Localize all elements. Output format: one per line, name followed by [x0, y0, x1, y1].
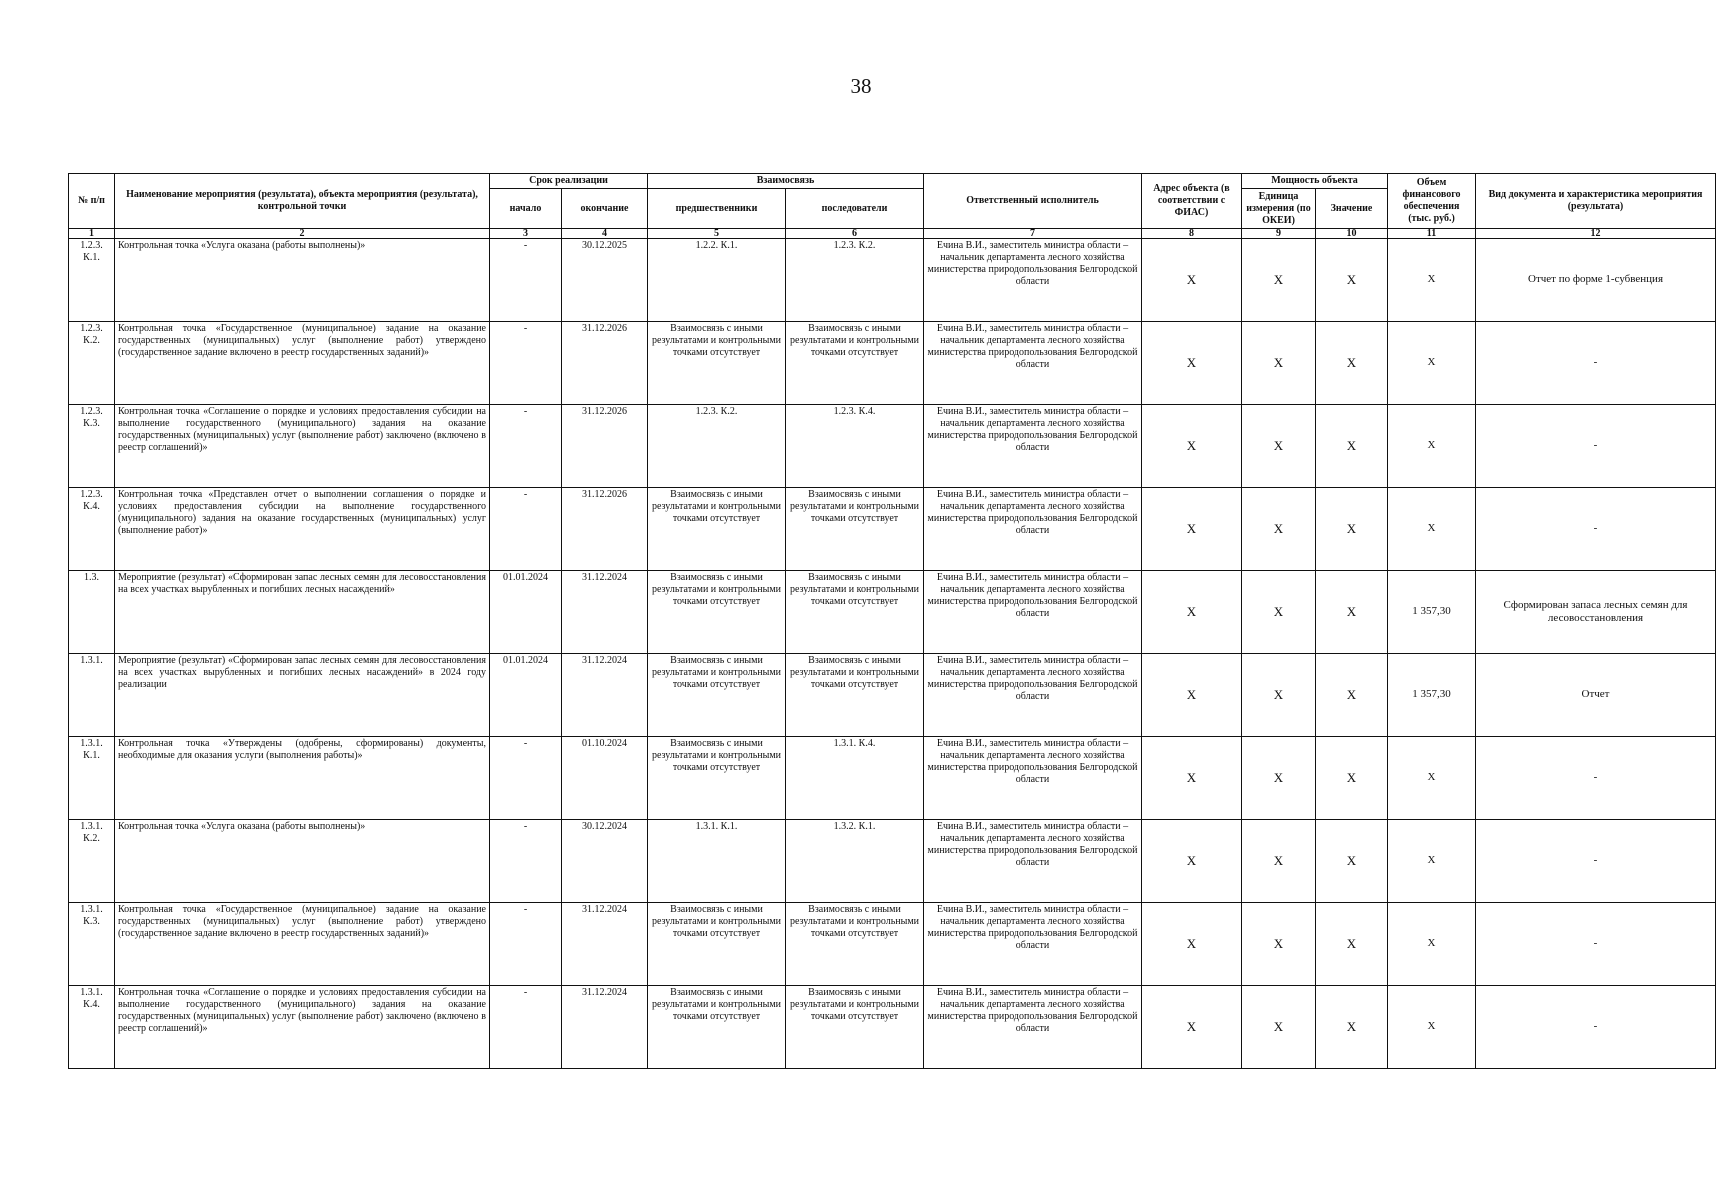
- table-row: [69, 571, 1716, 654]
- header-row-top: [69, 174, 1716, 189]
- row-name: Контрольная точка «Соглашение о порядке и условиях предоставления субсидии на выполнение государственного (муниципального) задания на оказание государственных (муниципальных) услуг (выполнение работ) заключено (включено в реестр соглашений)»: [115, 986, 490, 1069]
- row-predecessors: 1.3.1. К.1.: [648, 820, 786, 903]
- row-name: Контрольная точка «Государственное (муниципальное) задание на оказание государственных (муниципальных) услуг (выполнение работ) утверждено (государственное задание включено в реестр государственных заданий)»: [115, 322, 490, 405]
- row-responsible: Ечина В.И., заместитель министра области – начальник департамента лесного хозяйства министерства природопользования Белгородской области: [924, 654, 1142, 737]
- row-predecessors: Взаимосвязь с иными результатами и контрольными точками отсутствует: [648, 903, 786, 986]
- row-document: Сформирован запаса лесных семян для лесовосстановления: [1476, 571, 1716, 654]
- row-successors: Взаимосвязь с иными результатами и контрольными точками отсутствует: [786, 322, 924, 405]
- row-name: Контрольная точка «Соглашение о порядке и условиях предоставления субсидии на выполнение государственного (муниципального) задания на оказание государственных (муниципальных) услуг (выполнение работ) заключено (включено в реестр соглашений)»: [115, 405, 490, 488]
- col-number: 6: [786, 229, 924, 239]
- row-responsible: Ечина В.И., заместитель министра области – начальник департамента лесного хозяйства министерства природопользования Белгородской области: [924, 737, 1142, 820]
- header-finance: Объем финансового обеспечения (тыс. руб.): [1388, 174, 1476, 229]
- row-successors: Взаимосвязь с иными результатами и контрольными точками отсутствует: [786, 903, 924, 986]
- row-value: X: [1316, 820, 1388, 903]
- table-row: [69, 654, 1716, 737]
- table-row: [69, 322, 1716, 405]
- row-value: X: [1316, 239, 1388, 322]
- row-value: X: [1316, 654, 1388, 737]
- row-start-date: 01.01.2024: [490, 654, 562, 737]
- row-value: X: [1316, 322, 1388, 405]
- row-successors: Взаимосвязь с иными результатами и контрольными точками отсутствует: [786, 654, 924, 737]
- header-relation: Взаимосвязь: [648, 174, 924, 189]
- header-capacity: Мощность объекта: [1242, 174, 1388, 189]
- header-successors: последователи: [786, 189, 924, 229]
- row-finance: X: [1388, 986, 1476, 1069]
- table-row: [69, 737, 1716, 820]
- row-finance: X: [1388, 322, 1476, 405]
- header-address: Адрес объекта (в соответствии с ФИАС): [1142, 174, 1242, 229]
- row-end-date: 31.12.2026: [562, 322, 648, 405]
- row-number: 1.2.3. К.3.: [69, 405, 115, 488]
- row-number: 1.2.3. К.4.: [69, 488, 115, 571]
- row-successors: 1.3.1. К.4.: [786, 737, 924, 820]
- header-name: Наименование мероприятия (результата), объекта мероприятия (результата), контрольной точки: [115, 174, 490, 229]
- row-successors: Взаимосвязь с иными результатами и контрольными точками отсутствует: [786, 488, 924, 571]
- row-start-date: -: [490, 820, 562, 903]
- row-start-date: -: [490, 488, 562, 571]
- row-name: Мероприятие (результат) «Сформирован запас лесных семян для лесовосстановления на всех участках вырубленных и погибших лесных насаждений»: [115, 571, 490, 654]
- row-value: X: [1316, 571, 1388, 654]
- row-finance: X: [1388, 903, 1476, 986]
- row-document: Отчет: [1476, 654, 1716, 737]
- row-finance: X: [1388, 405, 1476, 488]
- header-doc: Вид документа и характеристика мероприятия (результата): [1476, 174, 1716, 229]
- row-unit: X: [1242, 654, 1316, 737]
- row-successors: 1.3.2. К.1.: [786, 820, 924, 903]
- row-number: 1.3.1. К.1.: [69, 737, 115, 820]
- row-end-date: 31.12.2024: [562, 654, 648, 737]
- col-number: 9: [1242, 229, 1316, 239]
- row-predecessors: Взаимосвязь с иными результатами и контрольными точками отсутствует: [648, 322, 786, 405]
- row-responsible: Ечина В.И., заместитель министра области – начальник департамента лесного хозяйства министерства природопользования Белгородской области: [924, 488, 1142, 571]
- col-number: 4: [562, 229, 648, 239]
- row-address: X: [1142, 405, 1242, 488]
- row-number: 1.3.1. К.4.: [69, 986, 115, 1069]
- row-address: X: [1142, 986, 1242, 1069]
- col-number: 8: [1142, 229, 1242, 239]
- row-end-date: 30.12.2024: [562, 820, 648, 903]
- header-value: Значение: [1316, 189, 1388, 229]
- row-unit: X: [1242, 903, 1316, 986]
- row-start-date: -: [490, 737, 562, 820]
- row-finance: 1 357,30: [1388, 571, 1476, 654]
- row-document: -: [1476, 405, 1716, 488]
- row-start-date: -: [490, 903, 562, 986]
- row-document: -: [1476, 488, 1716, 571]
- row-value: X: [1316, 737, 1388, 820]
- row-predecessors: 1.2.2. К.1.: [648, 239, 786, 322]
- row-unit: X: [1242, 986, 1316, 1069]
- row-predecessors: Взаимосвязь с иными результатами и контрольными точками отсутствует: [648, 571, 786, 654]
- row-finance: X: [1388, 737, 1476, 820]
- row-number: 1.3.1. К.2.: [69, 820, 115, 903]
- row-value: X: [1316, 488, 1388, 571]
- row-document: -: [1476, 986, 1716, 1069]
- row-number: 1.3.1.: [69, 654, 115, 737]
- column-number-row: [69, 229, 1716, 239]
- table-row: [69, 903, 1716, 986]
- row-document: -: [1476, 903, 1716, 986]
- row-unit: X: [1242, 322, 1316, 405]
- row-name: Мероприятие (результат) «Сформирован запас лесных семян для лесовосстановления на всех участках вырубленных и погибших лесных насаждений» в 2024 году реализации: [115, 654, 490, 737]
- row-start-date: -: [490, 322, 562, 405]
- row-end-date: 31.12.2024: [562, 903, 648, 986]
- row-document: -: [1476, 322, 1716, 405]
- col-number: 11: [1388, 229, 1476, 239]
- row-unit: X: [1242, 737, 1316, 820]
- row-responsible: Ечина В.И., заместитель министра области – начальник департамента лесного хозяйства министерства природопользования Белгородской области: [924, 322, 1142, 405]
- header-num: № п/п: [69, 174, 115, 229]
- row-unit: X: [1242, 820, 1316, 903]
- row-successors: 1.2.3. К.4.: [786, 405, 924, 488]
- plan-table: [68, 173, 1716, 1069]
- row-start-date: -: [490, 239, 562, 322]
- table-row: [69, 405, 1716, 488]
- row-finance: 1 357,30: [1388, 654, 1476, 737]
- row-predecessors: Взаимосвязь с иными результатами и контрольными точками отсутствует: [648, 488, 786, 571]
- row-document: -: [1476, 737, 1716, 820]
- row-number: 1.2.3. К.1.: [69, 239, 115, 322]
- row-end-date: 31.12.2026: [562, 405, 648, 488]
- header-unit: Единица измерения (по ОКЕИ): [1242, 189, 1316, 229]
- row-name: Контрольная точка «Представлен отчет о выполнении соглашения о порядке и условиях предоставления субсидии на выполнение государственного (муниципального) задания на оказание государственных (муниципальных) услуг (выполнение работ)»: [115, 488, 490, 571]
- row-end-date: 31.12.2024: [562, 986, 648, 1069]
- row-responsible: Ечина В.И., заместитель министра области – начальник департамента лесного хозяйства министерства природопользования Белгородской области: [924, 571, 1142, 654]
- row-successors: Взаимосвязь с иными результатами и контрольными точками отсутствует: [786, 986, 924, 1069]
- row-document: Отчет по форме 1-субвенция: [1476, 239, 1716, 322]
- row-address: X: [1142, 488, 1242, 571]
- row-finance: X: [1388, 820, 1476, 903]
- col-number: 1: [69, 229, 115, 239]
- row-predecessors: Взаимосвязь с иными результатами и контрольными точками отсутствует: [648, 737, 786, 820]
- row-unit: X: [1242, 571, 1316, 654]
- row-start-date: 01.01.2024: [490, 571, 562, 654]
- row-address: X: [1142, 239, 1242, 322]
- page-number: 38: [850, 74, 872, 98]
- row-end-date: 01.10.2024: [562, 737, 648, 820]
- row-value: X: [1316, 986, 1388, 1069]
- row-successors: 1.2.3. К.2.: [786, 239, 924, 322]
- row-number: 1.3.: [69, 571, 115, 654]
- row-responsible: Ечина В.И., заместитель министра области – начальник департамента лесного хозяйства министерства природопользования Белгородской области: [924, 903, 1142, 986]
- header-responsible: Ответственный исполнитель: [924, 174, 1142, 229]
- table-row: [69, 986, 1716, 1069]
- row-value: X: [1316, 903, 1388, 986]
- col-number: 10: [1316, 229, 1388, 239]
- col-number: 3: [490, 229, 562, 239]
- table-row: [69, 488, 1716, 571]
- row-name: Контрольная точка «Услуга оказана (работы выполнены)»: [115, 820, 490, 903]
- row-address: X: [1142, 903, 1242, 986]
- row-address: X: [1142, 737, 1242, 820]
- row-unit: X: [1242, 239, 1316, 322]
- col-number: 5: [648, 229, 786, 239]
- row-end-date: 30.12.2025: [562, 239, 648, 322]
- row-responsible: Ечина В.И., заместитель министра области – начальник департамента лесного хозяйства министерства природопользования Белгородской области: [924, 239, 1142, 322]
- row-finance: X: [1388, 488, 1476, 571]
- row-address: X: [1142, 654, 1242, 737]
- row-address: X: [1142, 571, 1242, 654]
- row-name: Контрольная точка «Утверждены (одобрены, сформированы) документы, необходимые для оказания услуги (выполнения работы)»: [115, 737, 490, 820]
- row-start-date: -: [490, 405, 562, 488]
- row-predecessors: 1.2.3. К.2.: [648, 405, 786, 488]
- row-address: X: [1142, 322, 1242, 405]
- row-unit: X: [1242, 488, 1316, 571]
- row-value: X: [1316, 405, 1388, 488]
- col-number: 12: [1476, 229, 1716, 239]
- row-successors: Взаимосвязь с иными результатами и контрольными точками отсутствует: [786, 571, 924, 654]
- row-start-date: -: [490, 986, 562, 1069]
- row-responsible: Ечина В.И., заместитель министра области – начальник департамента лесного хозяйства министерства природопользования Белгородской области: [924, 820, 1142, 903]
- row-responsible: Ечина В.И., заместитель министра области – начальник департамента лесного хозяйства министерства природопользования Белгородской области: [924, 986, 1142, 1069]
- table-body: [69, 229, 1716, 1069]
- col-number: 7: [924, 229, 1142, 239]
- table-row: [69, 239, 1716, 322]
- header-period: Срок реализации: [490, 174, 648, 189]
- header-end: окончание: [562, 189, 648, 229]
- row-responsible: Ечина В.И., заместитель министра области – начальник департамента лесного хозяйства министерства природопользования Белгородской области: [924, 405, 1142, 488]
- row-finance: X: [1388, 239, 1476, 322]
- table-row: [69, 820, 1716, 903]
- row-end-date: 31.12.2026: [562, 488, 648, 571]
- row-end-date: 31.12.2024: [562, 571, 648, 654]
- row-document: -: [1476, 820, 1716, 903]
- row-number: 1.2.3. К.2.: [69, 322, 115, 405]
- row-address: X: [1142, 820, 1242, 903]
- row-unit: X: [1242, 405, 1316, 488]
- row-number: 1.3.1. К.3.: [69, 903, 115, 986]
- row-name: Контрольная точка «Государственное (муниципальное) задание на оказание государственных (муниципальных) услуг (выполнение работ) утверждено (государственное задание включено в реестр государственных заданий)»: [115, 903, 490, 986]
- row-predecessors: Взаимосвязь с иными результатами и контрольными точками отсутствует: [648, 986, 786, 1069]
- header-predecessors: предшественники: [648, 189, 786, 229]
- row-name: Контрольная точка «Услуга оказана (работы выполнены)»: [115, 239, 490, 322]
- col-number: 2: [115, 229, 490, 239]
- header-start: начало: [490, 189, 562, 229]
- row-predecessors: Взаимосвязь с иными результатами и контрольными точками отсутствует: [648, 654, 786, 737]
